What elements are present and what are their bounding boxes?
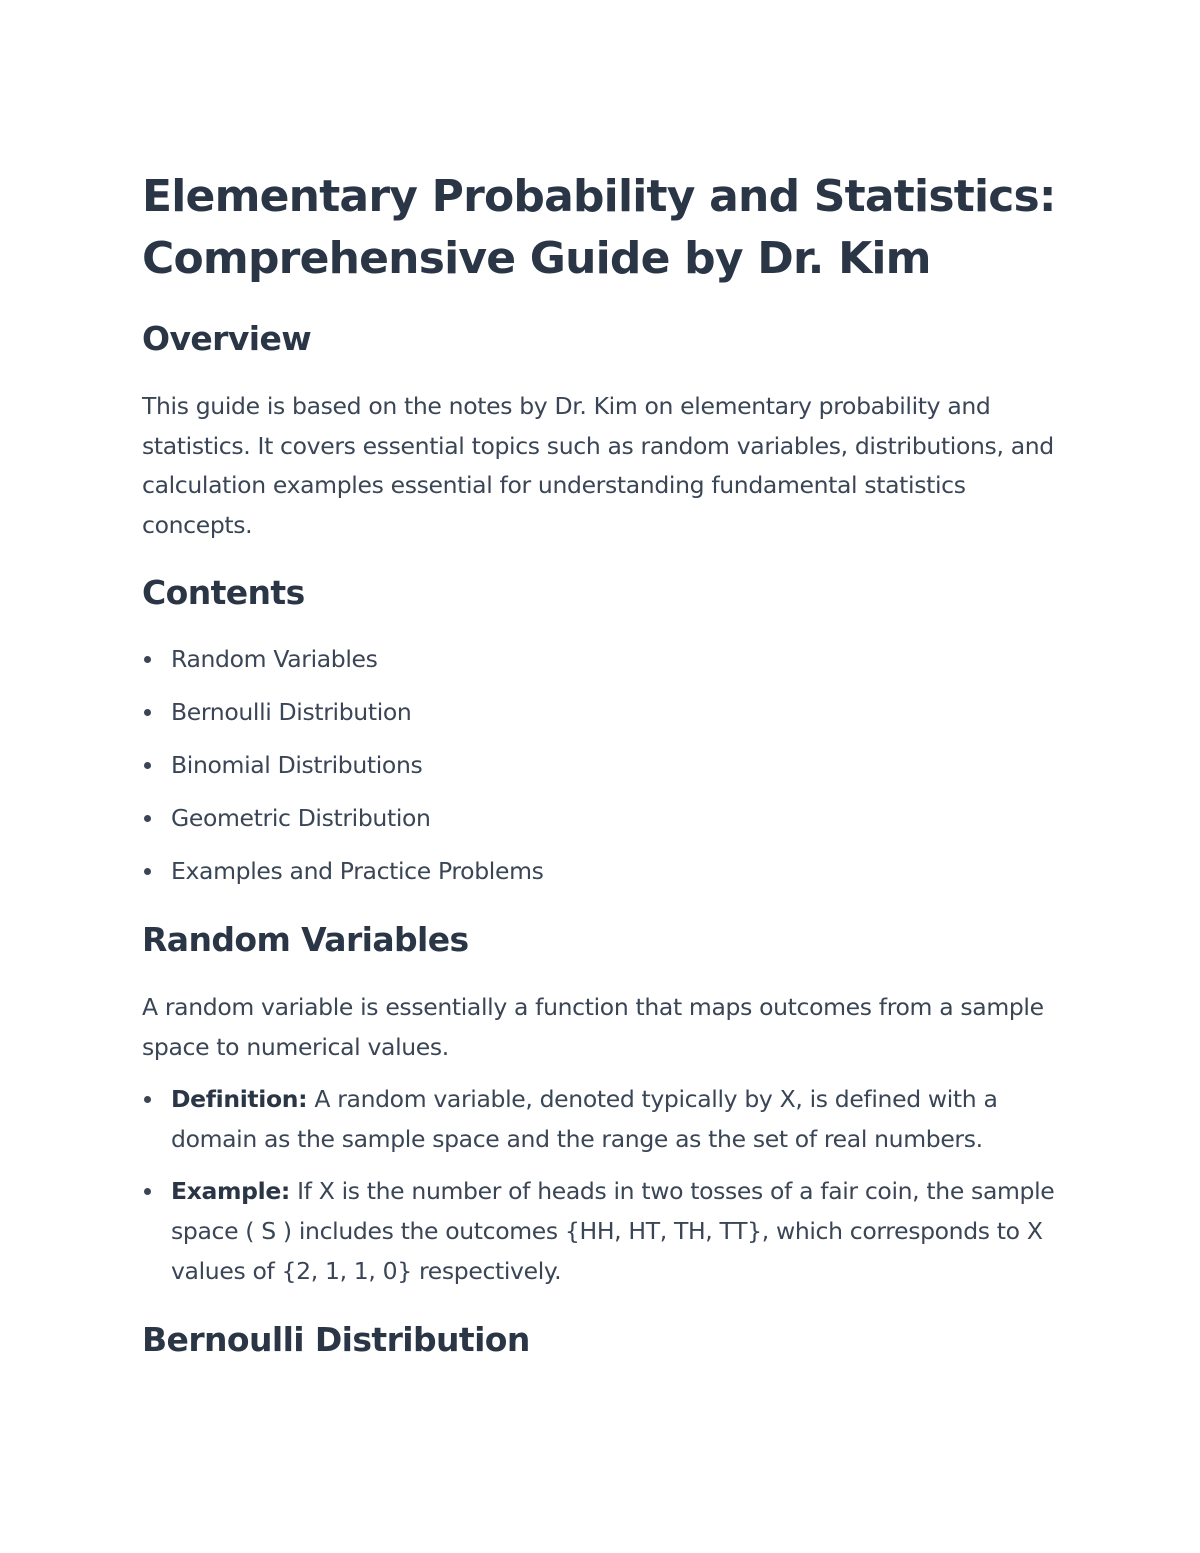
contents-item-binomial[interactable] (142, 746, 1072, 799)
bernoulli-heading: Bernoulli Distribution (142, 1320, 530, 1359)
contents-item-examples[interactable] (142, 852, 1072, 905)
random-variables-points (142, 1080, 1072, 1305)
contents-item-label: Random Variables (171, 645, 378, 673)
example-label: Example: (171, 1177, 290, 1206)
bullet-icon (144, 1188, 151, 1195)
contents-item-label: Binomial Distributions (171, 751, 423, 779)
contents-item-random-variables[interactable] (142, 640, 1072, 693)
random-variables-heading: Random Variables (142, 920, 469, 959)
bullet-icon (144, 815, 151, 822)
example-text: If X is the number of heads in two tosses of a fair coin, the sample space ( S ) includes the outcomes {HH, HT, TH, TT}, which corresponds to X values of {2, 1, 1, 0} respectively. (171, 1177, 1055, 1285)
definition-label: Definition: (171, 1085, 308, 1113)
bullet-icon (144, 762, 151, 769)
bullet-icon (144, 656, 151, 663)
contents-heading: Contents (142, 573, 305, 612)
bullet-icon (144, 709, 151, 716)
contents-item-label: Bernoulli Distribution (171, 698, 412, 726)
definition-text: A random variable, denoted typically by X, is defined with a domain as the sample space and the range as the set of real numbers. (171, 1085, 998, 1153)
contents-item-label: Examples and Practice Problems (171, 857, 544, 885)
bullet-icon (144, 868, 151, 875)
definition-point (142, 1080, 1072, 1159)
document-title: Elementary Probability and Statistics: Comprehensive Guide by Dr. Kim (142, 171, 1056, 284)
example-point (142, 1172, 1072, 1291)
overview-paragraph: This guide is based on the notes by Dr. Kim on elementary probability and statistics. It covers essential topics such as random variables, distributions, and calculation examples essential for understanding fundamental statistics concepts. (142, 392, 1054, 540)
bullet-icon (144, 1096, 151, 1103)
contents-list (142, 640, 1072, 905)
contents-item-bernoulli[interactable] (142, 693, 1072, 746)
overview-heading: Overview (142, 319, 312, 358)
contents-item-label: Geometric Distribution (171, 804, 431, 832)
contents-item-geometric[interactable] (142, 799, 1072, 852)
random-variables-intro: A random variable is essentially a function that maps outcomes from a sample space to numerical values. (142, 993, 1044, 1061)
